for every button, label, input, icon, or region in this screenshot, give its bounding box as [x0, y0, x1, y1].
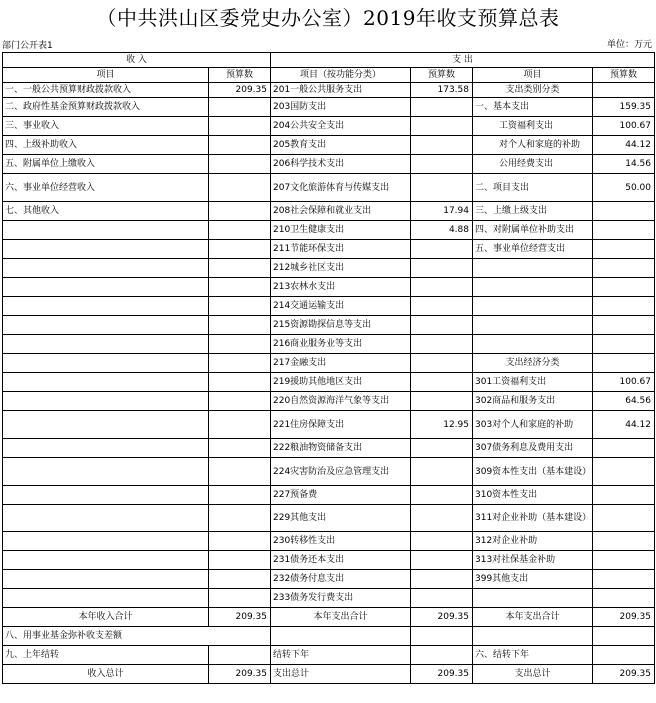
function-budget — [411, 373, 473, 392]
expense-total-value: 209.35 — [411, 608, 473, 627]
fund-balance-row — [3, 627, 655, 646]
table-row — [3, 532, 655, 551]
table-row — [3, 373, 655, 392]
income-item — [3, 335, 209, 354]
income-item: 七、其他收入 — [3, 202, 209, 221]
category-item: 311对企业补助（基本建设） — [473, 505, 593, 532]
category-budget — [593, 458, 655, 486]
income-item — [3, 532, 209, 551]
table-row — [3, 570, 655, 589]
income-budget — [209, 458, 271, 486]
function-item: 220自然资源海洋气象等支出 — [271, 392, 411, 411]
income-budget — [209, 202, 271, 221]
category-budget — [593, 486, 655, 505]
income-item — [3, 551, 209, 570]
col-header-item-2: 项目 — [473, 68, 593, 83]
income-budget — [209, 439, 271, 458]
table-row — [3, 259, 655, 278]
income-budget — [209, 373, 271, 392]
income-header: 收 入 — [3, 53, 271, 68]
category-budget — [593, 589, 655, 608]
category-budget — [593, 278, 655, 297]
column-header-row — [3, 68, 655, 83]
income-budget — [209, 98, 271, 117]
expense-total-value-2: 209.35 — [593, 608, 655, 627]
function-item: 203国防支出 — [271, 98, 411, 117]
income-budget — [209, 316, 271, 335]
category-budget — [593, 240, 655, 259]
income-item: 六、事业单位经营收入 — [3, 174, 209, 202]
income-budget — [209, 174, 271, 202]
category-item — [473, 589, 593, 608]
category-budget — [593, 221, 655, 240]
empty-cell — [593, 627, 655, 646]
category-budget: 100.67 — [593, 117, 655, 136]
income-item — [3, 297, 209, 316]
income-budget — [209, 335, 271, 354]
function-budget — [411, 486, 473, 505]
function-budget — [411, 458, 473, 486]
empty-cell — [473, 627, 593, 646]
income-budget — [209, 570, 271, 589]
income-item — [3, 240, 209, 259]
grand-expense-label: 支出总计 — [271, 665, 411, 684]
function-budget: 12.95 — [411, 411, 473, 439]
income-item — [3, 589, 209, 608]
col-header-item: 项目 — [3, 68, 209, 83]
category-item: 399其他支出 — [473, 570, 593, 589]
income-budget — [209, 278, 271, 297]
function-budget — [411, 240, 473, 259]
category-item: 310资本性支出 — [473, 486, 593, 505]
income-item: 一、一般公共预算财政拨款收入 — [3, 83, 209, 98]
grand-income-value: 209.35 — [209, 665, 271, 684]
category-item: 303对个人和家庭的补助 — [473, 411, 593, 439]
function-item: 229其他支出 — [271, 505, 411, 532]
function-item: 216商业服务业等支出 — [271, 335, 411, 354]
empty-cell — [209, 646, 271, 665]
function-budget — [411, 98, 473, 117]
category-item — [473, 278, 593, 297]
category-budget — [593, 439, 655, 458]
income-budget — [209, 532, 271, 551]
function-item: 205教育支出 — [271, 136, 411, 155]
category-item: 支出类别分类 — [473, 83, 593, 98]
table-row — [3, 136, 655, 155]
category-item: 313对社保基金补助 — [473, 551, 593, 570]
income-budget — [209, 117, 271, 136]
category-budget — [593, 354, 655, 373]
category-item: 工资福利支出 — [473, 117, 593, 136]
income-budget — [209, 411, 271, 439]
function-budget — [411, 297, 473, 316]
function-item: 210卫生健康支出 — [271, 221, 411, 240]
category-budget — [593, 316, 655, 335]
income-item — [3, 221, 209, 240]
category-budget — [593, 532, 655, 551]
function-item: 211节能环保支出 — [271, 240, 411, 259]
table-row — [3, 155, 655, 174]
function-item: 233债务发行费支出 — [271, 589, 411, 608]
category-item — [473, 297, 593, 316]
category-item: 302商品和服务支出 — [473, 392, 593, 411]
function-item: 214交通运输支出 — [271, 297, 411, 316]
budget-table — [2, 52, 655, 684]
income-item — [3, 458, 209, 486]
function-budget — [411, 439, 473, 458]
income-total-label: 本年收入合计 — [3, 608, 209, 627]
empty-cell — [271, 627, 411, 646]
category-item: 公用经费支出 — [473, 155, 593, 174]
carryover-row — [3, 646, 655, 665]
function-item: 224灾害防治及应急管理支出 — [271, 458, 411, 486]
col-header-budget-2: 预算数 — [411, 68, 473, 83]
carryover-next-year-label: 结转下年 — [271, 646, 411, 665]
table-row — [3, 392, 655, 411]
table-row — [3, 202, 655, 221]
income-budget — [209, 221, 271, 240]
category-budget: 50.00 — [593, 174, 655, 202]
function-item: 206科学技术支出 — [271, 155, 411, 174]
income-item: 五、附属单位上缴收入 — [3, 155, 209, 174]
function-budget: 4.88 — [411, 221, 473, 240]
category-budget — [593, 335, 655, 354]
function-budget — [411, 117, 473, 136]
function-item: 204公共安全支出 — [271, 117, 411, 136]
category-budget: 44.12 — [593, 411, 655, 439]
income-budget: 209.35 — [209, 83, 271, 98]
income-budget — [209, 392, 271, 411]
category-item: 支出经济分类 — [473, 354, 593, 373]
totals-row — [3, 608, 655, 627]
form-id: 部门公开表1 — [2, 41, 53, 51]
category-item: 三、上缴上级支出 — [473, 202, 593, 221]
income-budget — [209, 505, 271, 532]
carryover-income-label: 九、上年结转 — [3, 646, 209, 665]
category-budget — [593, 505, 655, 532]
category-item: 一、基本支出 — [473, 98, 593, 117]
function-item: 227预备费 — [271, 486, 411, 505]
income-budget — [209, 589, 271, 608]
function-item: 232债务付息支出 — [271, 570, 411, 589]
table-row — [3, 335, 655, 354]
table-row — [3, 458, 655, 486]
category-budget — [593, 551, 655, 570]
function-item: 231债务还本支出 — [271, 551, 411, 570]
income-budget — [209, 136, 271, 155]
grand-expense-label-2: 支出总计 — [473, 665, 593, 684]
income-item — [3, 278, 209, 297]
function-budget — [411, 316, 473, 335]
table-row — [3, 221, 655, 240]
income-budget — [209, 551, 271, 570]
income-item — [3, 392, 209, 411]
category-item: 309资本性支出（基本建设） — [473, 458, 593, 486]
grand-total-row — [3, 665, 655, 684]
income-item: 三、事业收入 — [3, 117, 209, 136]
fund-balance-label: 八、用事业基金弥补收支差额 — [3, 627, 271, 646]
function-item: 213农林水支出 — [271, 278, 411, 297]
function-item: 208社会保障和就业支出 — [271, 202, 411, 221]
income-budget — [209, 297, 271, 316]
table-row — [3, 411, 655, 439]
section-header-row — [3, 53, 655, 68]
expense-total-label-2: 本年支出合计 — [473, 608, 593, 627]
empty-cell — [593, 646, 655, 665]
category-item: 对个人和家庭的补助 — [473, 136, 593, 155]
function-budget: 173.58 — [411, 83, 473, 98]
table-row — [3, 98, 655, 117]
function-budget — [411, 505, 473, 532]
income-item — [3, 354, 209, 373]
table-row — [3, 439, 655, 458]
function-item: 222粮油物资储备支出 — [271, 439, 411, 458]
category-budget — [593, 259, 655, 278]
function-budget — [411, 136, 473, 155]
table-row — [3, 486, 655, 505]
category-budget — [593, 570, 655, 589]
income-budget — [209, 486, 271, 505]
income-item — [3, 439, 209, 458]
table-row — [3, 316, 655, 335]
function-budget — [411, 278, 473, 297]
col-header-budget-3: 预算数 — [593, 68, 655, 83]
grand-expense-value-2: 209.35 — [593, 665, 655, 684]
col-header-budget: 预算数 — [209, 68, 271, 83]
category-item: 二、项目支出 — [473, 174, 593, 202]
col-header-func-item: 项目（按功能分类） — [271, 68, 411, 83]
category-budget — [593, 83, 655, 98]
function-item: 215资源勘探信息等支出 — [271, 316, 411, 335]
function-budget — [411, 570, 473, 589]
function-item: 217金融支出 — [271, 354, 411, 373]
category-budget — [593, 297, 655, 316]
function-budget — [411, 589, 473, 608]
income-item — [3, 373, 209, 392]
table-row — [3, 174, 655, 202]
expense-total-label: 本年支出合计 — [271, 608, 411, 627]
table-row — [3, 551, 655, 570]
income-item — [3, 505, 209, 532]
grand-expense-value: 209.35 — [411, 665, 473, 684]
unit-label: 单位：万元 — [606, 40, 652, 50]
table-row — [3, 505, 655, 532]
category-item: 301工资福利支出 — [473, 373, 593, 392]
function-budget — [411, 354, 473, 373]
table-row — [3, 240, 655, 259]
function-budget — [411, 259, 473, 278]
income-budget — [209, 155, 271, 174]
category-item: 312对企业补助 — [473, 532, 593, 551]
function-budget — [411, 174, 473, 202]
function-budget: 17.94 — [411, 202, 473, 221]
category-item — [473, 316, 593, 335]
income-item — [3, 316, 209, 335]
expense-header: 支 出 — [271, 53, 655, 68]
function-budget — [411, 155, 473, 174]
income-item: 二、政府性基金预算财政拨款收入 — [3, 98, 209, 117]
table-row — [3, 83, 655, 98]
category-item — [473, 259, 593, 278]
income-item: 四、上级补助收入 — [3, 136, 209, 155]
empty-cell — [411, 646, 473, 665]
category-item: 307债务利息及费用支出 — [473, 439, 593, 458]
income-budget — [209, 354, 271, 373]
function-budget — [411, 532, 473, 551]
income-budget — [209, 240, 271, 259]
income-item — [3, 259, 209, 278]
function-item: 221住房保障支出 — [271, 411, 411, 439]
function-budget — [411, 551, 473, 570]
category-budget: 100.67 — [593, 373, 655, 392]
category-item: 五、事业单位经营支出 — [473, 240, 593, 259]
table-row — [3, 589, 655, 608]
income-item — [3, 411, 209, 439]
table-row — [3, 297, 655, 316]
grand-income-label: 收入总计 — [3, 665, 209, 684]
function-item: 201一般公共服务支出 — [271, 83, 411, 98]
income-item — [3, 486, 209, 505]
function-item: 207文化旅游体育与传媒支出 — [271, 174, 411, 202]
category-budget: 14.56 — [593, 155, 655, 174]
empty-cell — [411, 627, 473, 646]
category-budget: 44.12 — [593, 136, 655, 155]
function-item: 219援助其他地区支出 — [271, 373, 411, 392]
category-item — [473, 335, 593, 354]
function-item: 230转移性支出 — [271, 532, 411, 551]
table-row — [3, 117, 655, 136]
table-row — [3, 354, 655, 373]
function-budget — [411, 335, 473, 354]
carryover-next-year-label-2: 六、结转下年 — [473, 646, 593, 665]
function-budget — [411, 392, 473, 411]
category-item: 四、对附属单位补助支出 — [473, 221, 593, 240]
income-item — [3, 570, 209, 589]
income-total-value: 209.35 — [209, 608, 271, 627]
function-item: 212城乡社区支出 — [271, 259, 411, 278]
income-budget — [209, 259, 271, 278]
category-budget: 159.35 — [593, 98, 655, 117]
category-budget: 64.56 — [593, 392, 655, 411]
category-budget — [593, 202, 655, 221]
page-title: （中共洪山区委党史办公室）2019年收支预算总表 — [96, 6, 560, 30]
table-row — [3, 278, 655, 297]
